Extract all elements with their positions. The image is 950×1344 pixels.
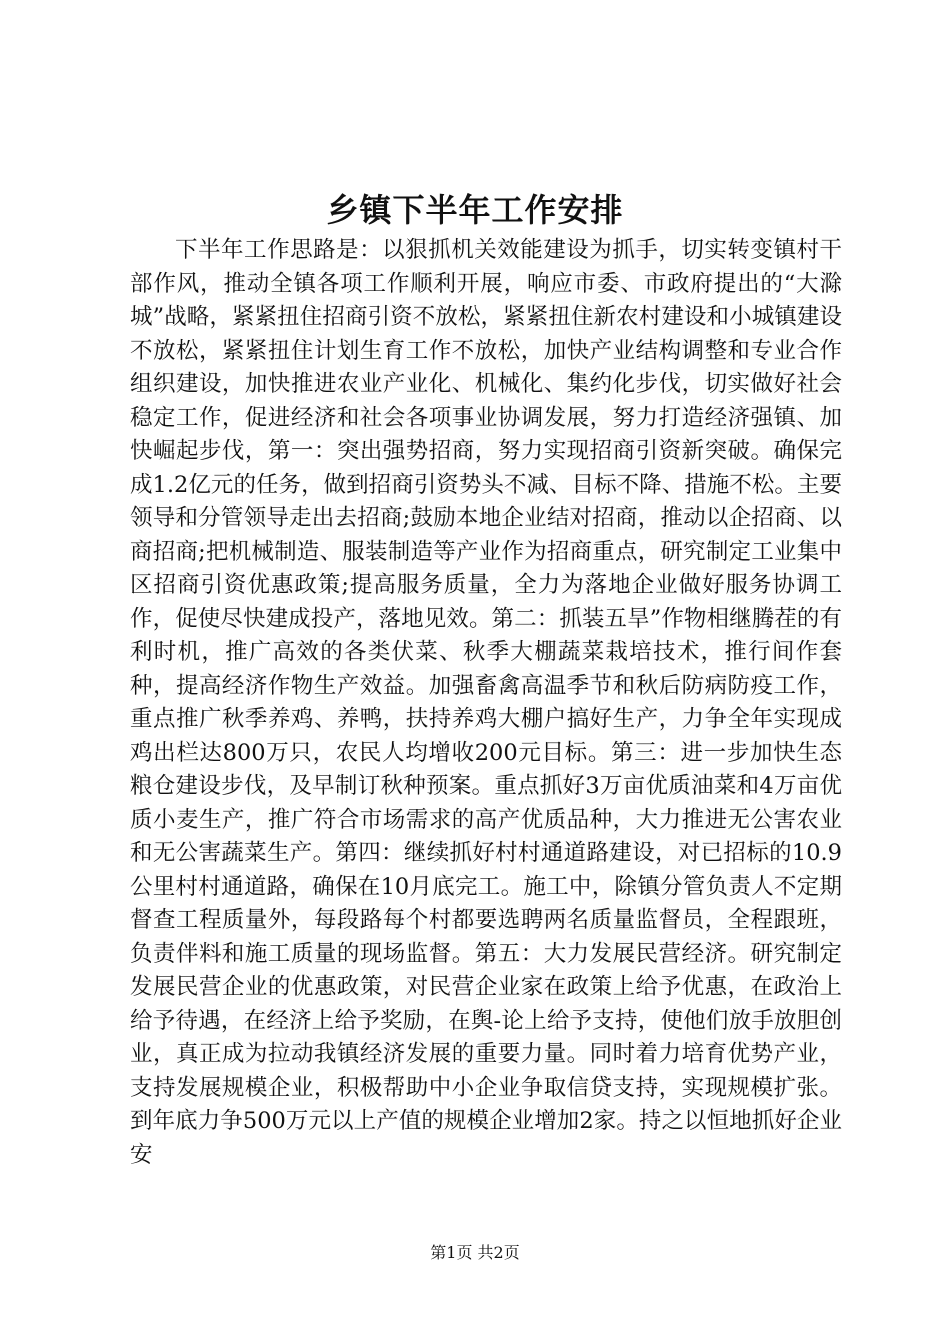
document-body: 下半年工作思路是：以狠抓机关效能建设为抓手，切实转变镇村干部作风，推动全镇各项工作顺利开展，响应市委、市政府提出的“大滁城”战略，紧紧扭住招商引资不放松，紧紧扭住新农村建设和小城镇建设不放松，紧紧扭住计划生育工作不放松，加快产业结构调整和专业合作组织建设，加快推进农业产业化、机械化、集约化步伐，切实做好社会稳定工作，促进经济和社会各项事业协调发展，努力打造经济强镇、加快崛起步伐，第一：突出强势招商，努力实现招商引资新突破。确保完成1.2亿元的任务，做到招商引资势头不减、目标不降、措施不松。主要领导和分管领导走出去招商;鼓励本地企业结对招商，推动以企招商、以商招商;把机械制造、服装制造等产业作为招商重点，研究制定工业集中区招商引资优惠政策;提高服务质量，全力为落地企业做好服务协调工作，促使尽快建成投产，落地见效。第二：抓装五旱”作物相继腾茬的有利时机，推广高效的各类伏菜、秋季大棚蔬菜栽培技术，推行间作套种，提高经济作物生产效益。加强畜禽高温季节和秋后防病防疫工作，重点推广秋季养鸡、养鸭，扶持养鸡大棚户搞好生产，力争全年实现成鸡出栏达800万只，农民人均增收200元目标。第三：进一步加快生态粮仓建设步伐，及早制订秋种预案。重点抓好3万亩优质油菜和4万亩优质小麦生产，推广符合市场需求的高产优质品种，大力推进无公害农业和无公害蔬菜生产。第四：继续抓好村村通道路建设，对已招标的10.9公里村村通道路，确保在10月底完工。施工中，除镇分管负责人不定期督查工程质量外，每段路每个村都要选聘两名质量监督员，全程跟班，负责伴料和施工质量的现场监督。第五：大力发展民营经济。研究制定发展民营企业的优惠政策，对民营企业家在政策上给予优惠，在政治上给予待遇，在经济上给予奖励，在舆-论上给予支持，使他们放手放胆创业，真正成为拉动我镇经济发展的重要力量。同时着力培育优势产业，支持发展规模企业，积极帮助中小企业争取信贷支持，实现规模扩张。到年底力争500万元以上产值的规模企业增加2家。持之以恒地抓好企业安 xyxy=(130,237,842,1168)
page-number: 第1页 共2页 xyxy=(430,1243,520,1262)
document-title: 乡镇下半年工作安排 xyxy=(326,191,624,229)
